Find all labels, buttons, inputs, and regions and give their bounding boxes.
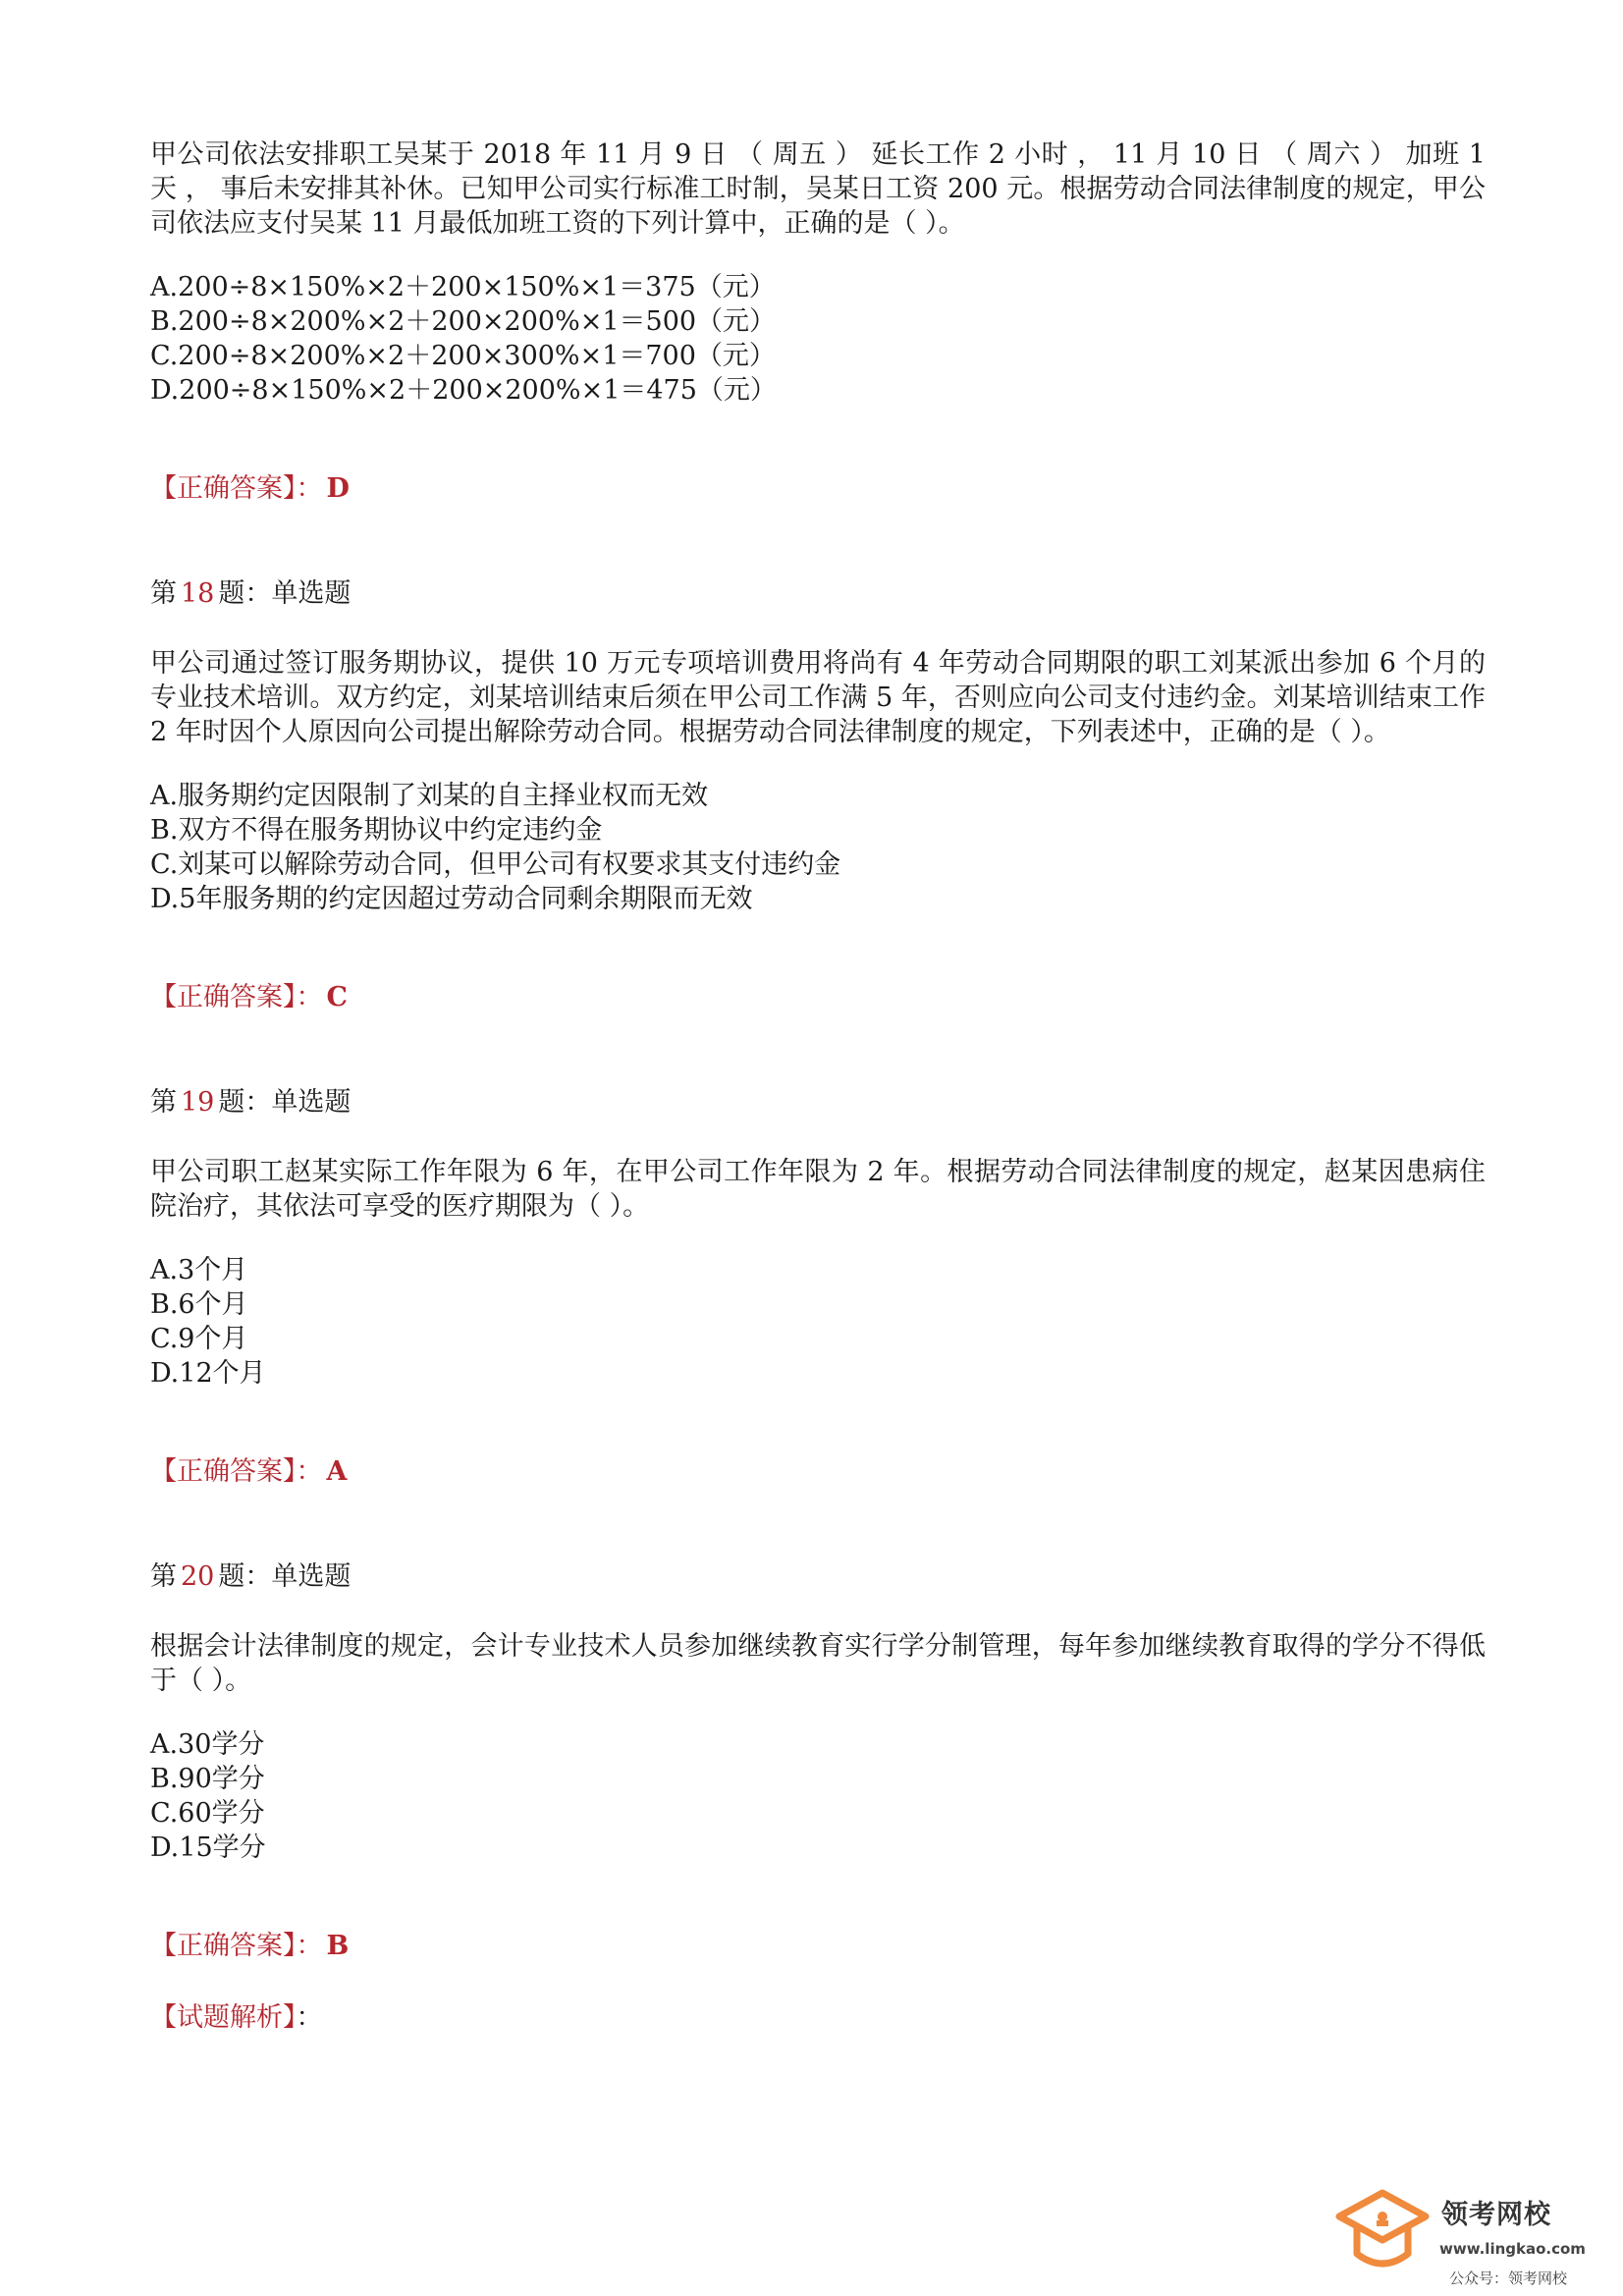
question-19-header: [150, 1085, 1486, 1120]
question-number: 20: [181, 1561, 215, 1592]
answer-value: B: [326, 1931, 350, 1961]
answer-value: D: [326, 473, 350, 504]
graduation-cap-icon: [1333, 2185, 1432, 2283]
question-20-answer: [150, 1929, 1486, 1963]
question-18-text: 甲公司通过签订服务期协议，提供 10 万元专项培训费用将尚有 4 年劳动合同期限的职工刘某派出参加 6 个月的专业技术培训。双方约定，刘某培训结束后须在甲公司工作满 5 年，否则应向公司支付违约金。刘某培训结束工作 2 年时因个人原因向公司提出解除劳动合同。根据劳动合同法律制度的规定，下列表述中，正确的是（ ）。: [150, 648, 1486, 747]
option-d: D.5年服务期的约定因超过劳动合同剩余期限而无效: [150, 884, 753, 914]
option-a: A.服务期约定因限制了刘某的自主择业权而无效: [150, 781, 709, 811]
question-number: 19: [181, 1087, 215, 1118]
analysis-label: 【试题解析】: [150, 2002, 297, 2033]
answer-label: 【正确答案】：: [150, 1456, 323, 1487]
question-18-options: [150, 779, 1486, 916]
analysis-colon: ：: [296, 2002, 323, 2033]
question-17-answer: [150, 471, 1486, 506]
question-19-options: [150, 1253, 1486, 1391]
option-a: A.200÷8×150%×2＋200×150%×1＝375（元）: [150, 272, 776, 302]
option-c: C.200÷8×200%×2＋200×300%×1＝700（元）: [150, 341, 776, 371]
question-17-text: 甲公司依法安排职工吴某于 2018 年 11 月 9 日 （ 周五 ） 延长工作 2 小时 ， 11 月 10 日 （ 周六 ） 加班 1 天 ， 事后未安排其补休。已知甲公司实行标准工时制，吴某日工资 200 元。根据劳动合同法律制度的规定，甲公司依法应支付吴某 11 月最低加班工资的下列计算中，正确的是（ ）。: [150, 139, 1486, 239]
question-17-options: [150, 270, 1486, 408]
question-number: 18: [181, 578, 215, 609]
option-a: A.30学分: [150, 1729, 265, 1760]
question-prefix: 第: [150, 578, 177, 609]
option-b: B.90学分: [150, 1764, 265, 1794]
question-type: 题：单选题: [218, 1561, 352, 1592]
option-c: C.刘某可以解除劳动合同，但甲公司有权要求其支付违约金: [150, 849, 841, 880]
question-type: 题：单选题: [218, 578, 352, 609]
option-d: D.12个月: [150, 1358, 266, 1389]
option-c: C.60学分: [150, 1798, 265, 1829]
answer-value: A: [326, 1456, 348, 1487]
option-b: B.6个月: [150, 1289, 248, 1320]
question-20-text: 根据会计法律制度的规定，会计专业技术人员参加继续教育实行学分制管理，每年参加继续教育取得的学分不得低于（ ）。: [150, 1631, 1486, 1696]
option-d: D.200÷8×150%×2＋200×200%×1＝475（元）: [150, 375, 777, 406]
question-type: 题：单选题: [218, 1087, 352, 1118]
answer-label: 【正确答案】：: [150, 1931, 323, 1961]
question-18: [150, 576, 1486, 1014]
answer-label: 【正确答案】：: [150, 473, 323, 504]
option-d: D.15学分: [150, 1832, 266, 1863]
question-20: [150, 1559, 1486, 2035]
answer-label: 【正确答案】：: [150, 982, 323, 1012]
question-18-answer: [150, 980, 1486, 1014]
question-20-header: [150, 1559, 1486, 1594]
brand-logo: [1333, 2185, 1598, 2293]
option-b: B.双方不得在服务期协议中约定违约金: [150, 815, 603, 846]
brand-url: www.lingkao.com: [1439, 2240, 1586, 2258]
question-prefix: 第: [150, 1087, 177, 1118]
question-19-answer: [150, 1454, 1486, 1489]
question-19-text: 甲公司职工赵某实际工作年限为 6 年，在甲公司工作年限为 2 年。根据劳动合同法律制度的规定，赵某因患病住院治疗，其依法可享受的医疗期限为（ ）。: [150, 1157, 1486, 1222]
question-20-analysis: [150, 2000, 1486, 2035]
brand-name: 领考网校: [1441, 2200, 1551, 2230]
content-column: [150, 137, 1486, 2035]
question-18-header: [150, 576, 1486, 611]
option-c: C.9个月: [150, 1324, 248, 1354]
brand-wechat: 公众号：领考网校: [1449, 2269, 1568, 2287]
answer-value: C: [326, 982, 348, 1012]
question-19: [150, 1085, 1486, 1489]
option-b: B.200÷8×200%×2＋200×200%×1＝500（元）: [150, 306, 777, 337]
question-20-options: [150, 1727, 1486, 1865]
option-a: A.3个月: [150, 1255, 248, 1285]
question-17: [150, 137, 1486, 506]
question-prefix: 第: [150, 1561, 177, 1592]
